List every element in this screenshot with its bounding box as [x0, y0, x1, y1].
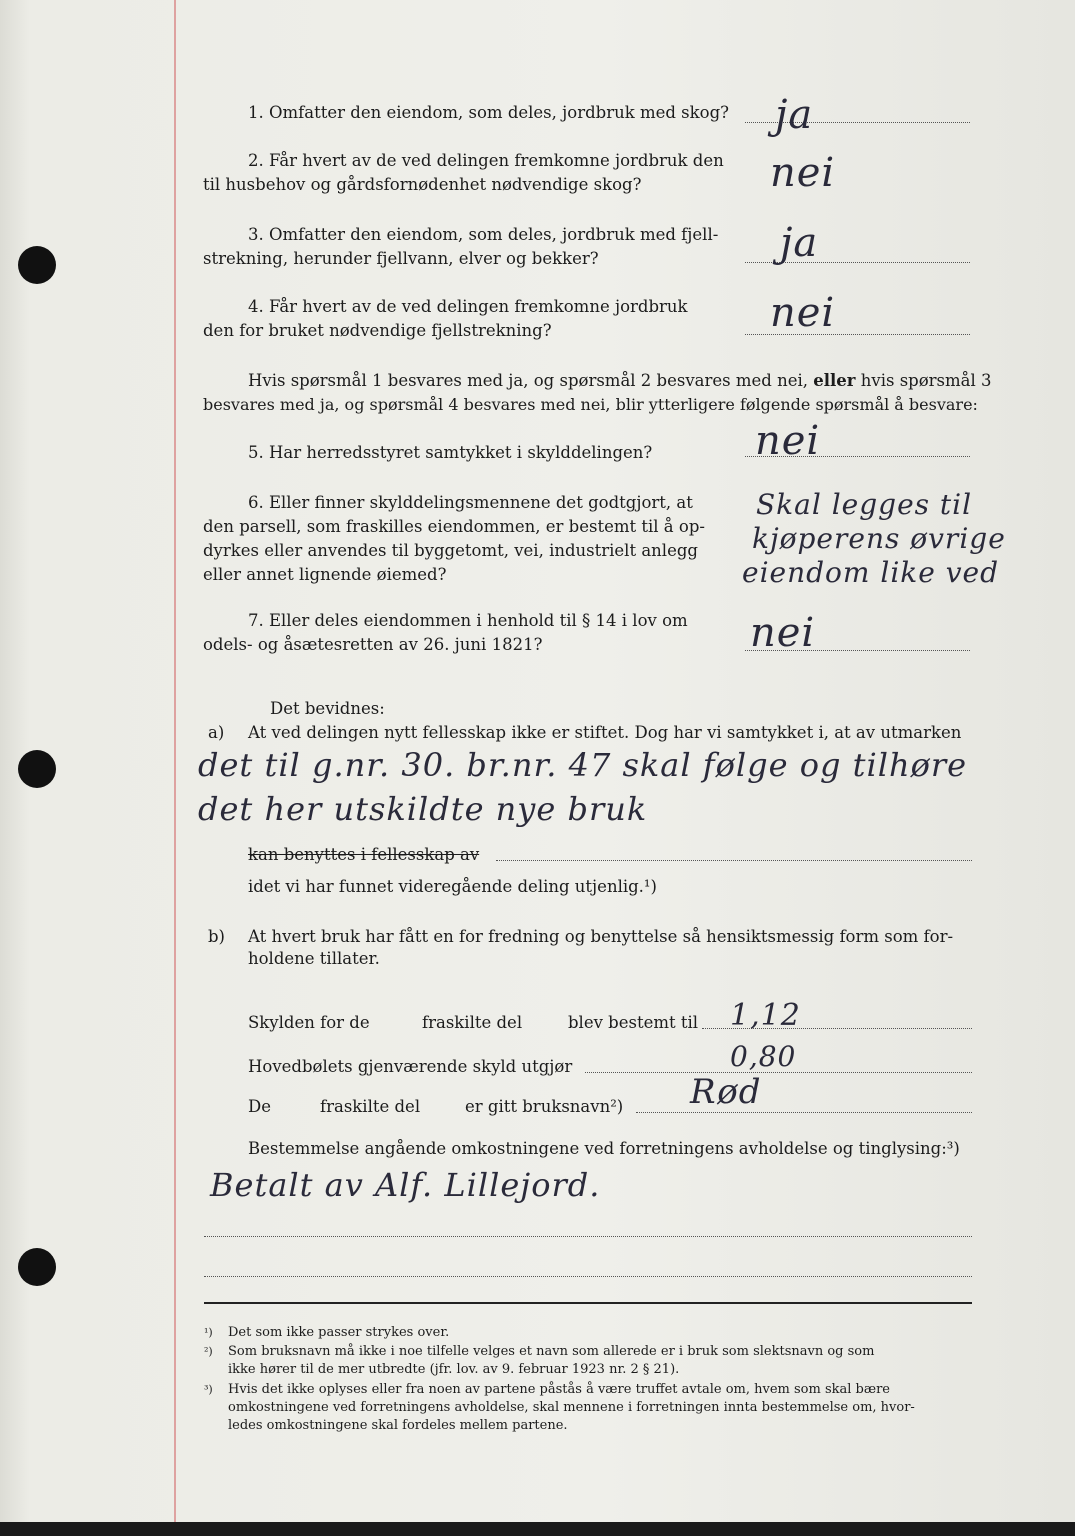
footnote-1-mark: ¹)	[204, 1326, 213, 1339]
certification-a-after: idet vi har funnet videregående deling utjenlig.¹)	[248, 877, 657, 896]
certification-a-handwritten-line2: det her utskildte nye bruk	[198, 790, 648, 828]
footnote-1: Det som ikke passer strykes over.	[228, 1325, 450, 1340]
cost-value-handwritten: Betalt av Alf. Lillejord.	[210, 1166, 601, 1204]
condition-text-b: hvis spørsmål 3	[860, 371, 992, 390]
question-1: 1. Omfatter den eiendom, som deles, jordbruk med skog?	[248, 103, 729, 122]
navn-value-handwritten: Rød	[690, 1072, 762, 1112]
scan-edge-shadow	[0, 1522, 1075, 1536]
question-2-line1: 2. Får hvert av de ved delingen fremkomne jordbruk den	[248, 151, 724, 170]
certification-a-handwritten-line1: det til g.nr. 30. br.nr. 47 skal følge og tilhøre	[198, 746, 968, 784]
certification-a-struck-text: kan benyttes i fellesskap av	[248, 845, 480, 864]
question-4-line1: 4. Får hvert av de ved delingen fremkomne jordbruk	[248, 297, 688, 316]
question-6-line2: den parsell, som fraskilles eiendommen, er bestemt til å op-	[203, 517, 705, 536]
answer-6-line1-handwritten: Skal legges til	[756, 488, 973, 521]
condition-line-1	[248, 370, 992, 392]
certification-a-blank-line	[496, 860, 972, 861]
answer-line-3	[745, 262, 970, 263]
hoved-value-handwritten: 0,80	[730, 1040, 797, 1073]
question-7-line2: odels- og åsætesretten av 26. juni 1821?	[203, 635, 543, 654]
skyld-label-1: Skylden for de	[248, 1013, 370, 1032]
answer-1-handwritten: ja	[775, 92, 814, 138]
certification-b-label: b)	[208, 927, 225, 946]
footnote-2-mark: ²)	[204, 1345, 213, 1358]
navn-line	[636, 1112, 972, 1113]
question-5: 5. Har herredsstyret samtykket i skylddelingen?	[248, 443, 653, 462]
punch-hole-bottom	[18, 1248, 56, 1286]
cost-blank-line-1	[204, 1236, 972, 1237]
footnote-3-line2: omkostningene ved forretningens avholdelse, skal mennene i forretningen innta bestemmelse om, hvor-	[228, 1400, 915, 1415]
hoved-label: Hovedbølets gjenværende skyld utgjør	[248, 1057, 573, 1076]
skyld-label-3: blev bestemt til	[568, 1013, 699, 1032]
question-6-line4: eller annet lignende øiemed?	[203, 565, 447, 584]
question-7-line1: 7. Eller deles eiendommen i henhold til § 14 i lov om	[248, 611, 688, 630]
answer-3-handwritten: ja	[780, 220, 819, 266]
footnote-3-line3: ledes omkostningene skal fordeles mellem partene.	[228, 1418, 568, 1433]
answer-7-handwritten: nei	[750, 610, 816, 656]
footnote-separator	[204, 1302, 972, 1304]
certification-a-text: At ved delingen nytt fellesskap ikke er stiftet. Dog har vi samtykket i, at av utmarken	[248, 723, 962, 742]
question-3-line1: 3. Omfatter den eiendom, som deles, jordbruk med fjell-	[248, 225, 719, 244]
question-6-line1: 6. Eller finner skylddelingsmennene det godtgjort, at	[248, 493, 693, 512]
question-4-line2: den for bruket nødvendige fjellstrekning?	[203, 321, 552, 340]
condition-text-a: Hvis spørsmål 1 besvares med ja, og spørsmål 2 besvares med nei,	[248, 371, 809, 390]
answer-6-line3-handwritten: eiendom like ved	[742, 556, 1000, 589]
punch-hole-top	[18, 246, 56, 284]
footnote-2-line2: ikke hører til de mer utbredte (jfr. lov. av 9. februar 1923 nr. 2 § 21).	[228, 1362, 680, 1377]
red-margin-line	[174, 0, 176, 1536]
skyld-value-handwritten: 1,12	[730, 998, 801, 1033]
certification-a-label: a)	[208, 723, 225, 742]
question-6-line3: dyrkes eller anvendes til byggetomt, vei, industrielt anlegg	[203, 541, 698, 560]
question-2-line2: til husbehov og gårdsfornødenhet nødvendige skog?	[203, 175, 642, 194]
question-3-line2: strekning, herunder fjellvann, elver og bekker?	[203, 249, 599, 268]
footnote-3-line1: Hvis det ikke oplyses eller fra noen av partene påstås å være truffet avtale om, hvem som skal bære	[228, 1382, 890, 1397]
navn-label-2: fraskilte del	[320, 1097, 421, 1116]
certification-heading: Det bevidnes:	[270, 699, 385, 718]
cost-label: Bestemmelse angående omkostningene ved forretningens avholdelse og tinglysing:³)	[248, 1139, 960, 1158]
certification-b-line2: holdene tillater.	[248, 949, 380, 968]
certification-b-line1: At hvert bruk har fått en for fredning og benyttelse så hensiktsmessig form som for-	[248, 927, 954, 946]
cost-blank-line-2	[204, 1276, 972, 1277]
answer-5-handwritten: nei	[755, 418, 821, 464]
condition-bold: eller	[813, 371, 856, 390]
skyld-label-2: fraskilte del	[422, 1013, 523, 1032]
answer-4-handwritten: nei	[770, 290, 836, 336]
answer-6-line2-handwritten: kjøperens øvrige	[752, 522, 1006, 555]
navn-label-1: De	[248, 1097, 271, 1116]
punch-hole-middle	[18, 750, 56, 788]
navn-label-3: er gitt bruksnavn²)	[465, 1097, 624, 1116]
condition-line-2: besvares med ja, og spørsmål 4 besvares med nei, blir ytterligere følgende spørsmål å besvare:	[203, 395, 978, 414]
footnote-3-mark: ³)	[204, 1383, 213, 1396]
answer-2-handwritten: nei	[770, 150, 836, 196]
footnote-2-line1: Som bruksnavn må ikke i noe tilfelle velges et navn som allerede er i bruk som slektsnavn og som	[228, 1344, 875, 1359]
